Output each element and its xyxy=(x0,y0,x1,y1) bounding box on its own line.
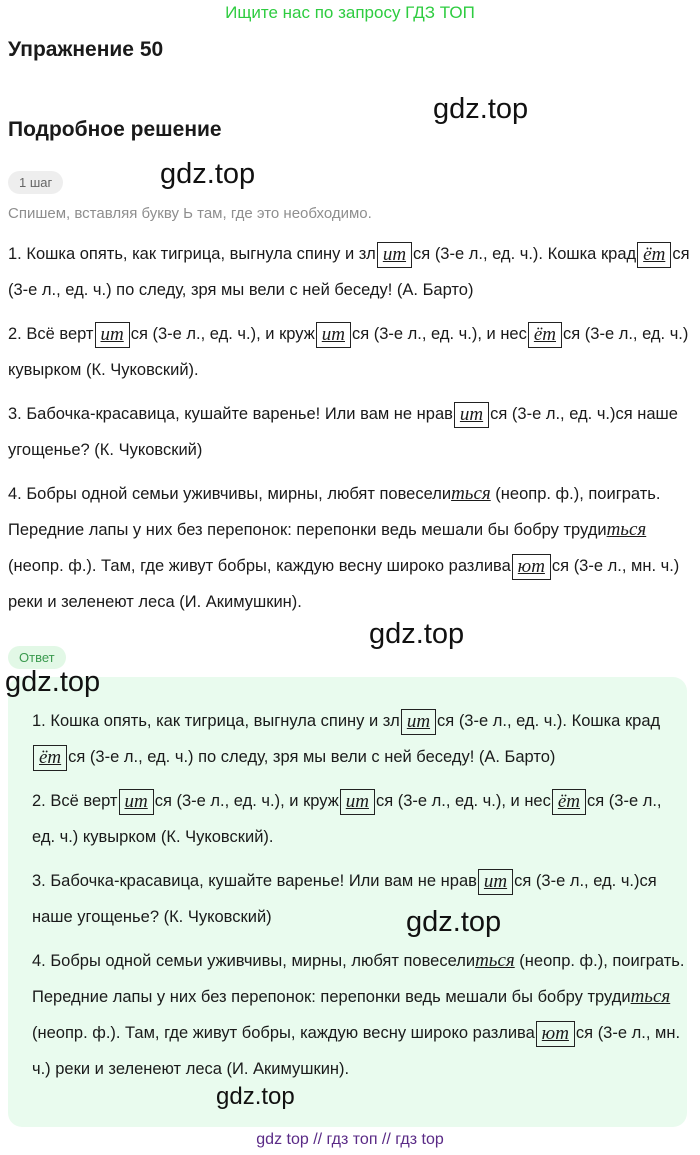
text: 2. Всё верт xyxy=(32,792,118,810)
text: 4. Бобры одной семьи уживчивы, мирны, любят повесели xyxy=(32,952,476,970)
text: (неопр. ф.). Там, где живут бобры, каждую весну широко разлива xyxy=(8,557,511,575)
watermark: gdz.top xyxy=(433,93,529,125)
top-banner: Ищите нас по запросу ГДЗ ТОП xyxy=(225,3,475,22)
text: ся (3-е л., ед. ч.), и круж xyxy=(154,792,339,810)
ending-box: ит xyxy=(119,789,154,815)
text: ся (3-е л., ед. ч.) кувырком (К. Чуковский). xyxy=(32,792,662,846)
solution-paragraph-4 xyxy=(8,476,696,620)
text: 3. Бабочка-красавица, кушайте варенье! Или вам не нрав xyxy=(32,872,477,890)
text: 4. Бобры одной семьи уживчивы, мирны, любят повесели xyxy=(8,485,452,503)
watermark: gdz.top xyxy=(5,666,101,698)
ending-underlined: ться xyxy=(630,986,671,1007)
answer-paragraph-3 xyxy=(32,863,688,935)
solution-paragraph-3 xyxy=(8,396,696,468)
text: ся (3-е л., ед. ч.), и нес xyxy=(375,792,551,810)
text: (неопр. ф.), поиграть. Передние лапы у них без перепонок: перепонки ведь мешали бы бобру труди xyxy=(32,952,685,1006)
solution-paragraph-2 xyxy=(8,316,696,388)
ending-box: ёт xyxy=(637,242,671,268)
text: ся (3-е л., ед. ч.), и нес xyxy=(351,325,527,343)
text: ся (3-е л., ед. ч.)ся наше угощенье? (К. Чуковский) xyxy=(8,405,678,459)
section-title: Подробное решение xyxy=(8,118,222,141)
watermark: gdz.top xyxy=(216,1083,295,1110)
watermark: gdz.top xyxy=(160,158,256,190)
text: (неопр. ф.), поиграть. Передние лапы у них без перепонок: перепонки ведь мешали бы бобру труди xyxy=(8,485,661,539)
answer-badge: Ответ xyxy=(8,646,66,669)
ending-box: ит xyxy=(377,242,412,268)
step-hint: Спишем, вставляя букву Ь там, где это необходимо. xyxy=(8,205,372,222)
ending-underlined: ться xyxy=(451,483,491,504)
text: 1. Кошка опять, как тигрица, выгнула спину и зл xyxy=(32,712,400,730)
ending-box: ёт xyxy=(552,789,586,815)
text: 1. Кошка опять, как тигрица, выгнула спину и зл xyxy=(8,245,376,263)
text: ся (3-е л., ед. ч.) по следу, зря мы вели с ней беседу! (А. Барто) xyxy=(8,245,690,299)
answer-paragraph-1 xyxy=(32,703,688,775)
text: ся (3-е л., мн. ч.) реки и зеленеют леса (И. Акимушкин). xyxy=(32,1024,681,1078)
text: ся (3-е л., мн. ч.) реки и зеленеют леса (И. Акимушкин). xyxy=(8,557,680,611)
ending-box: ит xyxy=(316,322,351,348)
text: ся (3-е л., ед. ч.). Кошка крад xyxy=(413,245,637,263)
ending-box: ит xyxy=(95,322,130,348)
text: ся (3-е л., ед. ч.) кувырком (К. Чуковский). xyxy=(8,325,689,379)
watermark: gdz.top xyxy=(369,618,465,650)
text: 3. Бабочка-красавица, кушайте варенье! Или вам не нрав xyxy=(8,405,453,423)
footer-links[interactable]: gdz top // гдз топ // гдз top xyxy=(256,1131,444,1148)
text: ся (3-е л., ед. ч.) по следу, зря мы вели с ней беседу! (А. Барто) xyxy=(68,748,556,766)
ending-underlined: ться xyxy=(475,950,515,971)
ending-box: ёт xyxy=(33,745,67,771)
text: 2. Всё верт xyxy=(8,325,94,343)
solution-block xyxy=(8,236,696,620)
ending-box: ит xyxy=(340,789,375,815)
step-badge: 1 шаг xyxy=(8,171,63,194)
text: ся (3-е л., ед. ч.)ся наше угощенье? (К. Чуковский) xyxy=(32,872,657,926)
ending-box: ют xyxy=(536,1021,575,1047)
ending-underlined: ться xyxy=(606,519,647,540)
text: ся (3-е л., ед. ч.), и круж xyxy=(130,325,315,343)
ending-box: ют xyxy=(512,554,551,580)
ending-box: ёт xyxy=(528,322,562,348)
answer-paragraph-4 xyxy=(32,943,688,1087)
ending-box: ит xyxy=(478,869,513,895)
answer-block xyxy=(32,703,688,1087)
page-title: Упражнение 50 xyxy=(8,38,164,61)
text: ся (3-е л., ед. ч.). Кошка крад xyxy=(437,712,661,730)
watermark: gdz.top xyxy=(406,906,502,938)
ending-box: ит xyxy=(454,402,489,428)
ending-box: ит xyxy=(401,709,436,735)
solution-paragraph-1 xyxy=(8,236,696,308)
answer-paragraph-2 xyxy=(32,783,688,855)
text: (неопр. ф.). Там, где живут бобры, каждую весну широко разлива xyxy=(32,1024,535,1042)
